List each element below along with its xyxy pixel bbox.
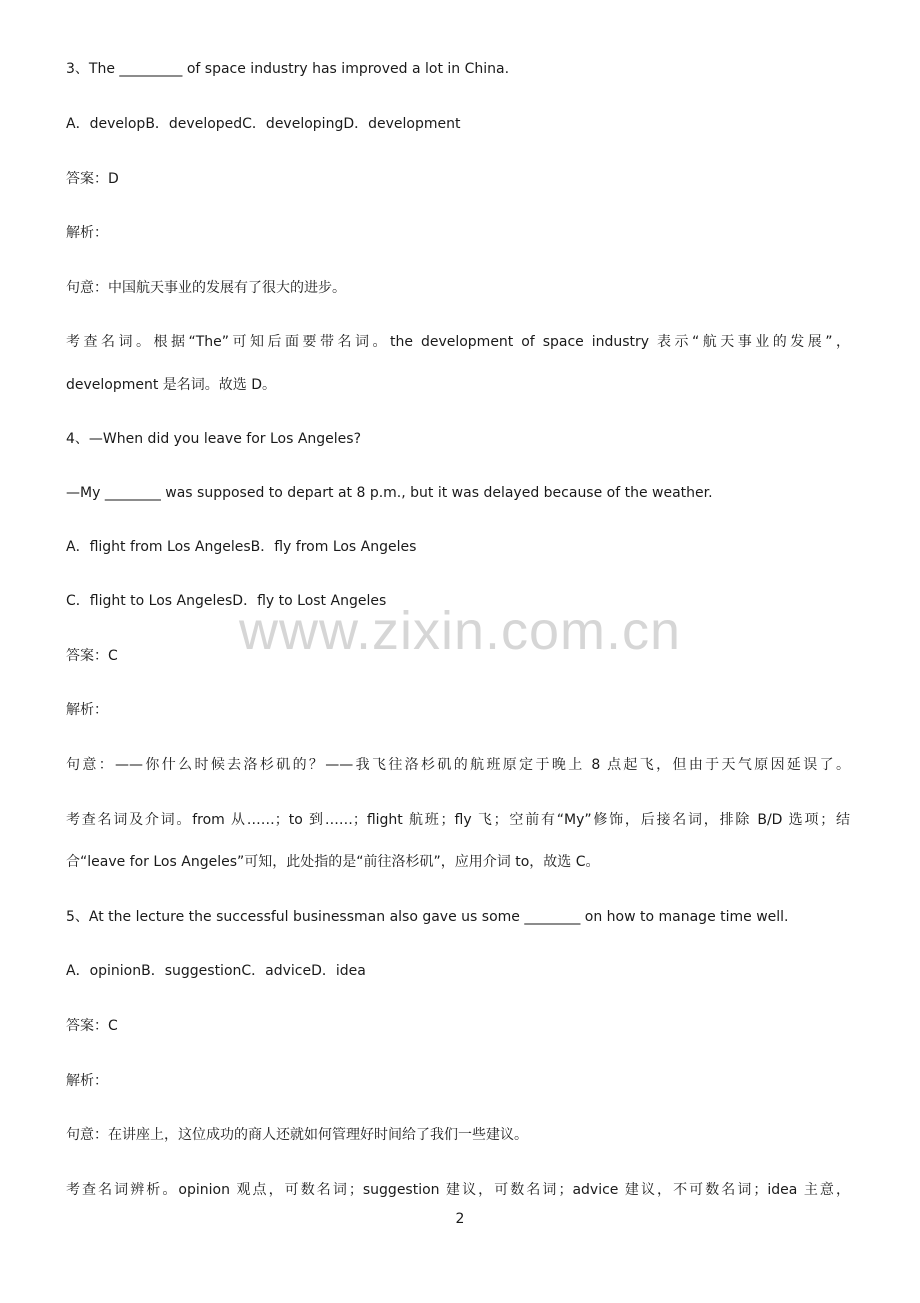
q3-stem: 3、The _________ of space industry has improved a lot in China.: [66, 61, 510, 77]
watermark: www.zixin.com.cn: [238, 601, 682, 661]
q4-meaning: 句意：——你什么时候去洛杉矶的？——我飞往洛杉矶的航班原定于晚上 8 点起飞，但由于天气原因延误了。: [66, 757, 850, 773]
q5-answer: 答案：C: [66, 1018, 118, 1034]
q4-stem-line-1: 4、—When did you leave for Los Angeles?: [66, 431, 362, 447]
q5-options: A．opinionB．suggestionC．adviceD．idea: [66, 963, 366, 979]
q4-answer: 答案：C: [66, 648, 118, 664]
q3-explain-line-1: 考查名词。根据“The”可知后面要带名词。the development of space industry 表示“航天事业的发展”，: [66, 334, 850, 350]
q4-options-line-2: C．flight to Los AngelesD．fly to Lost Angeles: [66, 593, 387, 609]
q3-meaning: 句意：中国航天事业的发展有了很大的进步。: [66, 280, 346, 296]
q3-explain-line-2: development 是名词。故选 D。: [66, 377, 277, 393]
q4-analysis-label: 解析：: [66, 702, 108, 718]
page-number: 2: [455, 1211, 465, 1227]
q5-explain-line-1: 考查名词辨析。opinion 观点，可数名词；suggestion 建议，可数名词；advice 建议，不可数名词；idea 主意，: [66, 1182, 850, 1198]
q3-analysis-label: 解析：: [66, 225, 108, 241]
q4-options-line-1: A．flight from Los AngelesB．fly from Los Angeles: [66, 539, 417, 555]
q3-answer: 答案：D: [66, 171, 119, 187]
q4-explain-line-1: 考查名词及介词。from 从……；to 到……；flight 航班；fly 飞；空前有“My”修饰，后接名词，排除 B/D 选项；结: [66, 812, 850, 828]
q4-stem-line-2: —My ________ was supposed to depart at 8 p.m., but it was delayed because of the weather.: [66, 485, 713, 501]
q4-explain-line-2: 合“leave for Los Angeles”可知，此处指的是“前往洛杉矶”，应用介词 to，故选 C。: [66, 854, 600, 870]
q5-stem: 5、At the lecture the successful businessman also gave us some ________ on how to manage time well.: [66, 909, 789, 925]
q5-meaning: 句意：在讲座上，这位成功的商人还就如何管理好时间给了我们一些建议。: [66, 1127, 528, 1143]
q3-options: A．developB．developedC．developingD．development: [66, 116, 461, 132]
q5-analysis-label: 解析：: [66, 1073, 108, 1089]
